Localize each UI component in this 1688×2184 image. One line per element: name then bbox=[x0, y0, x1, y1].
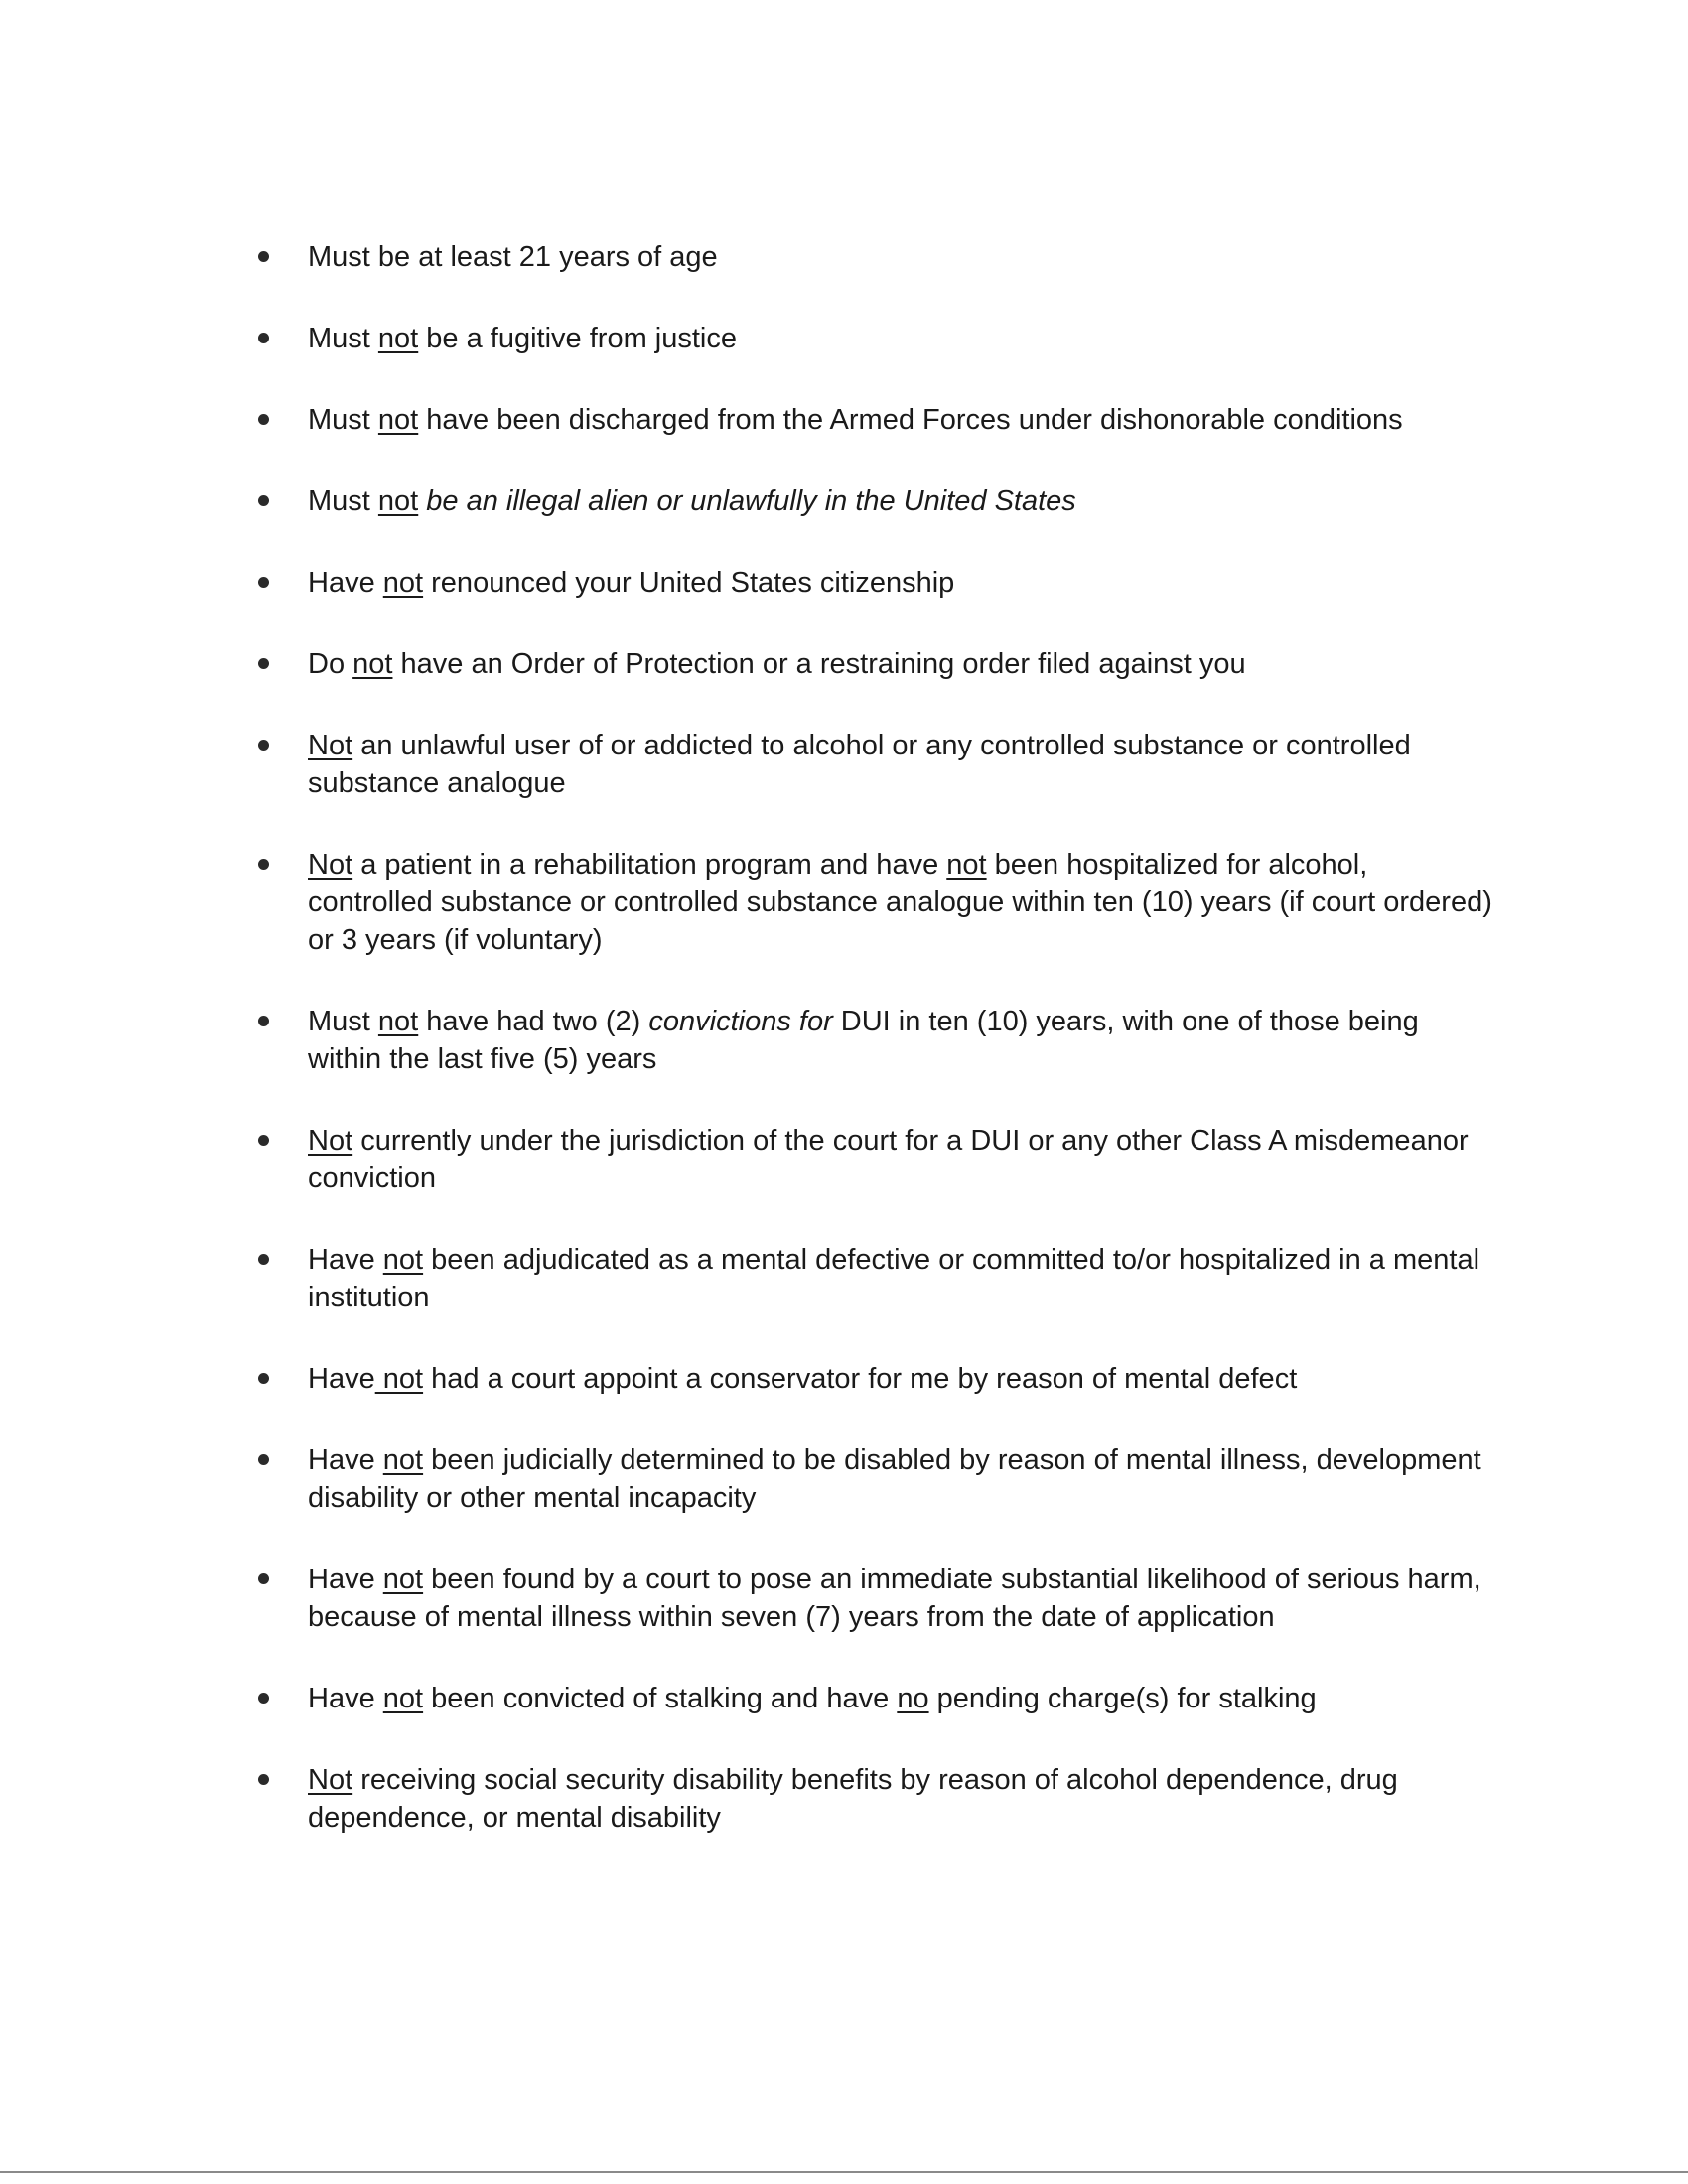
emphasis-underline: no bbox=[897, 1683, 929, 1714]
requirement-text bbox=[308, 241, 718, 273]
bullet-icon bbox=[258, 740, 269, 751]
bullet-icon bbox=[258, 1454, 269, 1465]
text-run: been convicted of stalking and have bbox=[423, 1683, 898, 1714]
bullet-icon bbox=[258, 251, 269, 262]
emphasis-underline: not bbox=[946, 849, 987, 881]
bullet-icon bbox=[258, 1573, 269, 1584]
requirement-text bbox=[308, 1006, 1419, 1075]
emphasis-underline: not bbox=[382, 567, 424, 599]
requirement-item bbox=[256, 727, 1497, 802]
text-run: Have bbox=[308, 567, 383, 599]
text-run: Have bbox=[308, 1244, 383, 1276]
text-run: been judicially determined to be disabled by reason of mental illness, development disability or other mental incapacity bbox=[308, 1444, 1481, 1514]
bullet-icon bbox=[258, 1254, 269, 1265]
emphasis-italic: be an illegal alien or unlawfully in the United States bbox=[426, 485, 1076, 517]
text-run: Have bbox=[308, 1363, 375, 1395]
text-run: an unlawful user of or addicted to alcohol or any controlled substance or controlled substance analogue bbox=[308, 730, 1411, 799]
requirement-item bbox=[256, 564, 1497, 602]
emphasis-underline: not bbox=[377, 1006, 419, 1037]
requirement-item bbox=[256, 1441, 1497, 1517]
requirement-item bbox=[256, 1561, 1497, 1636]
emphasis-underline: not bbox=[377, 404, 419, 436]
text-run: currently under the jurisdiction of the court for a DUI or any other Class A misdemeanor conviction bbox=[308, 1125, 1469, 1194]
text-run: Must be at least 21 years of age bbox=[308, 241, 718, 273]
emphasis-underline: not bbox=[382, 1444, 424, 1476]
requirement-item bbox=[256, 846, 1497, 959]
requirement-text bbox=[308, 1363, 1297, 1395]
text-run: pending charge(s) for stalking bbox=[928, 1683, 1317, 1714]
requirement-item bbox=[256, 1360, 1497, 1398]
text-run: have been discharged from the Armed Forces under dishonorable conditions bbox=[418, 404, 1403, 436]
requirement-text bbox=[308, 404, 1403, 436]
emphasis-italic: convictions for bbox=[648, 1006, 833, 1037]
text-run: Have bbox=[308, 1683, 383, 1714]
requirements-list bbox=[256, 238, 1497, 1880]
text-run: been hospitalized for alcohol, controlled substance or controlled substance analogue within ten (10) years (if court ordered) or 3 years (if voluntary) bbox=[308, 849, 1492, 956]
requirement-text bbox=[308, 1683, 1317, 1714]
text-run: Do bbox=[308, 648, 353, 680]
bullet-icon bbox=[258, 1016, 269, 1026]
emphasis-underline: not bbox=[382, 1244, 424, 1276]
text-run: Must bbox=[308, 323, 378, 354]
requirement-item bbox=[256, 320, 1497, 357]
text-run: be a fugitive from justice bbox=[418, 323, 737, 354]
requirement-text bbox=[308, 730, 1411, 799]
text-run: Have bbox=[308, 1444, 383, 1476]
text-run: Must bbox=[308, 485, 378, 517]
requirement-text bbox=[308, 485, 1076, 517]
text-run: have had two (2) bbox=[418, 1006, 649, 1037]
text-run: a patient in a rehabilitation program and have bbox=[352, 849, 947, 881]
requirement-text bbox=[308, 1125, 1469, 1194]
emphasis-underline: Not bbox=[308, 1764, 353, 1796]
bullet-icon bbox=[258, 333, 269, 343]
requirement-text bbox=[308, 323, 737, 354]
bullet-icon bbox=[258, 577, 269, 588]
requirement-item bbox=[256, 1680, 1497, 1717]
requirement-item bbox=[256, 238, 1497, 276]
emphasis-underline: not bbox=[377, 323, 419, 354]
text-run: receiving social security disability benefits by reason of alcohol dependence, drug dependence, or mental disability bbox=[308, 1764, 1398, 1834]
text-run: been adjudicated as a mental defective or committed to/or hospitalized in a mental institution bbox=[308, 1244, 1480, 1313]
bullet-icon bbox=[258, 1135, 269, 1146]
emphasis-underline: not bbox=[377, 485, 419, 517]
bullet-icon bbox=[258, 1774, 269, 1785]
emphasis-underline: Not bbox=[308, 1125, 353, 1157]
bullet-icon bbox=[258, 1373, 269, 1384]
bullet-icon bbox=[258, 414, 269, 425]
requirement-text bbox=[308, 1244, 1479, 1313]
text-run: Must bbox=[308, 404, 378, 436]
emphasis-underline: not bbox=[382, 1683, 424, 1714]
bullet-icon bbox=[258, 859, 269, 870]
requirement-text bbox=[308, 1764, 1398, 1834]
bullet-icon bbox=[258, 1693, 269, 1704]
requirement-item bbox=[256, 401, 1497, 439]
requirement-text bbox=[308, 849, 1492, 956]
text-run: have an Order of Protection or a restraining order filed against you bbox=[392, 648, 1246, 680]
requirement-text bbox=[308, 648, 1246, 680]
requirement-item bbox=[256, 1003, 1497, 1078]
requirement-item bbox=[256, 1761, 1497, 1837]
bullet-icon bbox=[258, 495, 269, 506]
requirement-text bbox=[308, 1444, 1481, 1514]
emphasis-underline: not bbox=[374, 1363, 424, 1395]
requirement-item bbox=[256, 1122, 1497, 1197]
requirement-text bbox=[308, 567, 954, 599]
requirement-item bbox=[256, 645, 1497, 683]
requirement-text bbox=[308, 1564, 1481, 1633]
text-run: renounced your United States citizenship bbox=[423, 567, 955, 599]
emphasis-underline: not bbox=[382, 1564, 424, 1595]
text-run: DUI in ten (10) years, with one of those being within the last five (5) years bbox=[308, 1006, 1419, 1075]
requirement-item bbox=[256, 1241, 1497, 1316]
text-run: Must bbox=[308, 1006, 378, 1037]
emphasis-underline: Not bbox=[308, 849, 353, 881]
page-bottom-rule bbox=[0, 2171, 1688, 2173]
bullet-icon bbox=[258, 658, 269, 669]
text-run: had a court appoint a conservator for me by reason of mental defect bbox=[423, 1363, 1298, 1395]
emphasis-underline: not bbox=[352, 648, 393, 680]
emphasis-underline: Not bbox=[308, 730, 353, 761]
text-run: been found by a court to pose an immediate substantial likelihood of serious harm, because of mental illness within seven (7) years from the date of application bbox=[308, 1564, 1481, 1633]
requirement-item bbox=[256, 482, 1497, 520]
text-run: Have bbox=[308, 1564, 383, 1595]
